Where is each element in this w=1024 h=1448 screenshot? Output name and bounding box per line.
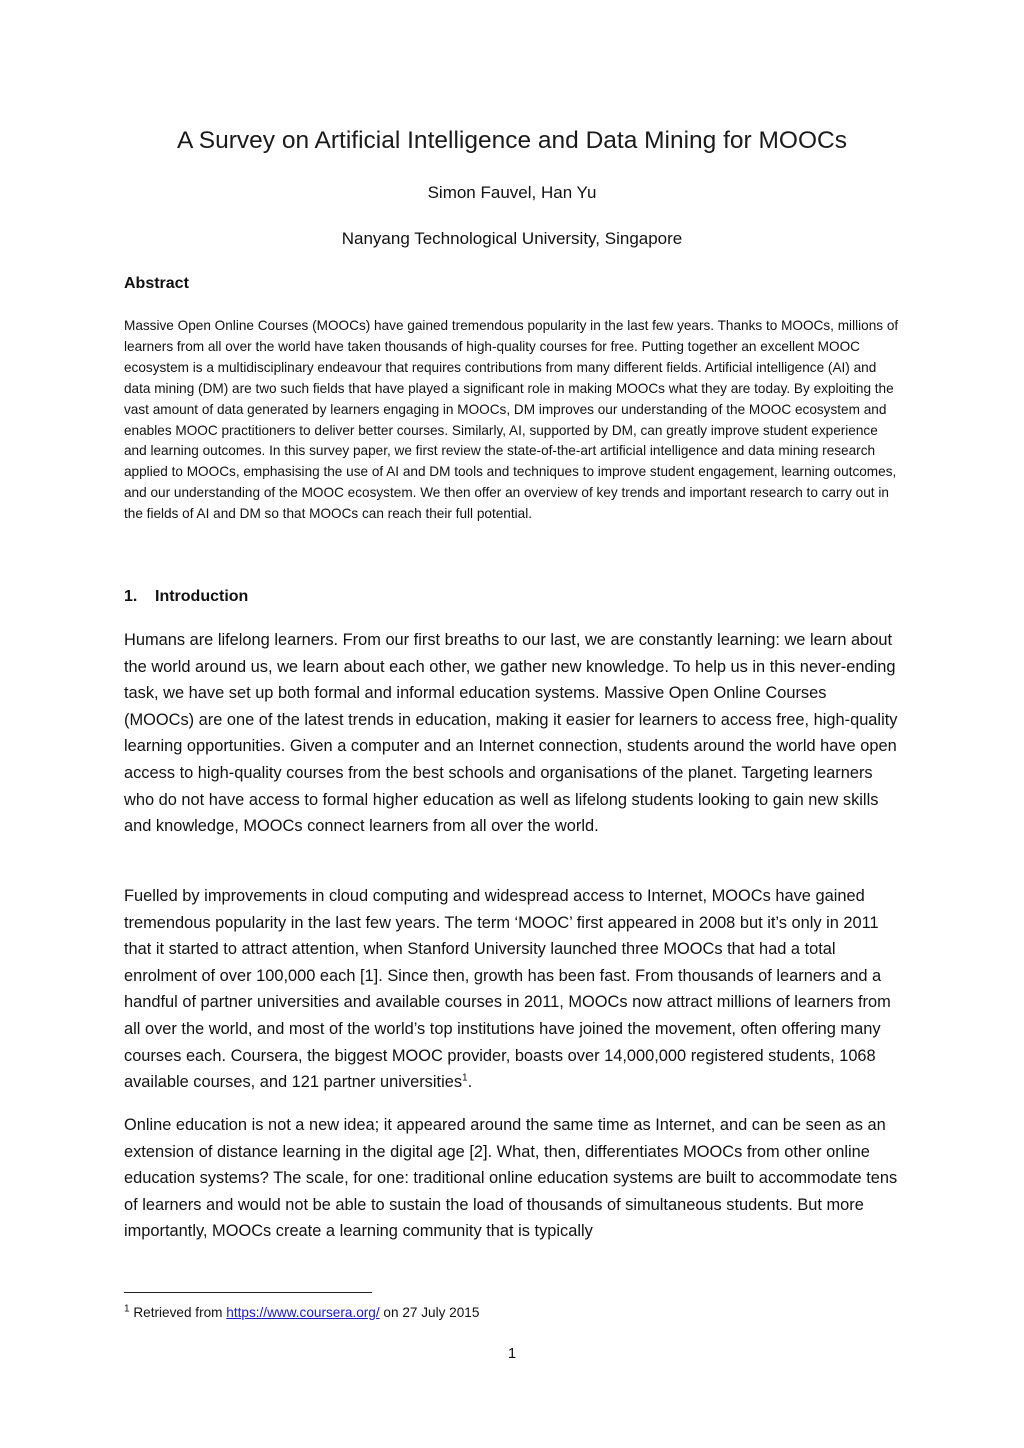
- abstract-heading: Abstract: [124, 275, 189, 292]
- footnote-suffix: on 27 July 2015: [379, 1305, 480, 1320]
- intro-paragraph-2: [124, 883, 900, 1096]
- section-title: Introduction: [155, 588, 249, 605]
- footnote-marker: 1: [124, 1303, 130, 1315]
- page-number: 1: [507, 1345, 517, 1362]
- section-heading-introduction: [124, 585, 248, 609]
- footnote-divider: [124, 1292, 372, 1293]
- intro-paragraph-1: Humans are lifelong learners. From our first breaths to our last, we are constantly learning: we learn about the world around us, we learn about each other, we gather new knowledge. To help us in this never-ending task, we have set up both formal and informal education systems. Massive Open Online Courses (MOOCs) are one of the latest trends in education, making it easier for learners to access free, high-quality learning opportunities. Given a computer and an Internet connection, students around the world have open access to high-quality courses from the best schools and organisations of the planet. Targeting learners who do not have access to formal higher education as well as lifelong students looking to gain new skills and knowledge, MOOCs connect learners from all over the world.: [124, 631, 898, 836]
- abstract-text: Massive Open Online Courses (MOOCs) have gained tremendous popularity in the last few years. Thanks to MOOCs, millions of learners from all over the world have taken thousands of high-quality courses for free. Putting together an excellent MOOC ecosystem is a multidisciplinary endeavour that requires contributions from many different fields. Artificial intelligence (AI) and data mining (DM) are two such fields that have played a significant role in making MOOCs what they are today. By exploiting the vast amount of data generated by learners engaging in MOOCs, DM improves our understanding of the MOOC ecosystem and enables MOOC practitioners to deliver better courses. Similarly, AI, supported by DM, can greatly improve student experience and learning outcomes. In this survey paper, we first review the state-of-the-art artificial intelligence and data mining research applied to MOOCs, emphasising the use of AI and DM tools and techniques to improve student engagement, learning outcomes, and our understanding of the MOOC ecosystem. We then offer an overview of key trends and important research to carry out in the fields of AI and DM so that MOOCs can reach their full potential.: [124, 318, 899, 522]
- paper-affiliation: Nanyang Technological University, Singapore: [341, 229, 683, 248]
- paper-title: A Survey on Artificial Intelligence and Data Mining for MOOCs: [177, 127, 847, 154]
- intro-paragraph-3: Online education is not a new idea; it appeared around the same time as Internet, and can be seen as an extension of distance learning in the digital age [2]. What, then, differentiates MOOCs from other online education systems? The scale, for one: traditional online education systems are built to accommodate tens of learners and would not be able to sustain the load of thousands of simultaneous students. But more importantly, MOOCs create a learning community that is typically: [124, 1116, 898, 1241]
- intro-paragraph-2-text: Fuelled by improvements in cloud computing and widespread access to Internet, MOOCs have gained tremendous popularity in the last few years. The term ‘MOOC’ first appeared in 2008 but it’s only in 2011 that it started to attract attention, when Stanford University launched three MOOCs that had a total enrolment of over 100,000 each [1]. Since then, growth has been fast. From thousands of learners and a handful of partner universities and available courses in 2011, MOOCs now attract millions of learners from all over the world, and most of the world’s top institutions have joined the movement, often offering many courses each. Coursera, the biggest MOOC provider, boasts over 14,000,000 registered students, 1068 available courses, and 121 partner universities: [124, 887, 891, 1092]
- paper-authors: Simon Fauvel, Han Yu: [427, 183, 597, 202]
- footnote-link[interactable]: https://www.coursera.org/: [226, 1305, 380, 1320]
- footnote-prefix: Retrieved from: [129, 1305, 227, 1320]
- section-number: 1.: [124, 588, 138, 605]
- footnote: [124, 1301, 479, 1325]
- intro-paragraph-2-end: .: [467, 1073, 473, 1092]
- footnote-reference[interactable]: 1: [462, 1072, 468, 1084]
